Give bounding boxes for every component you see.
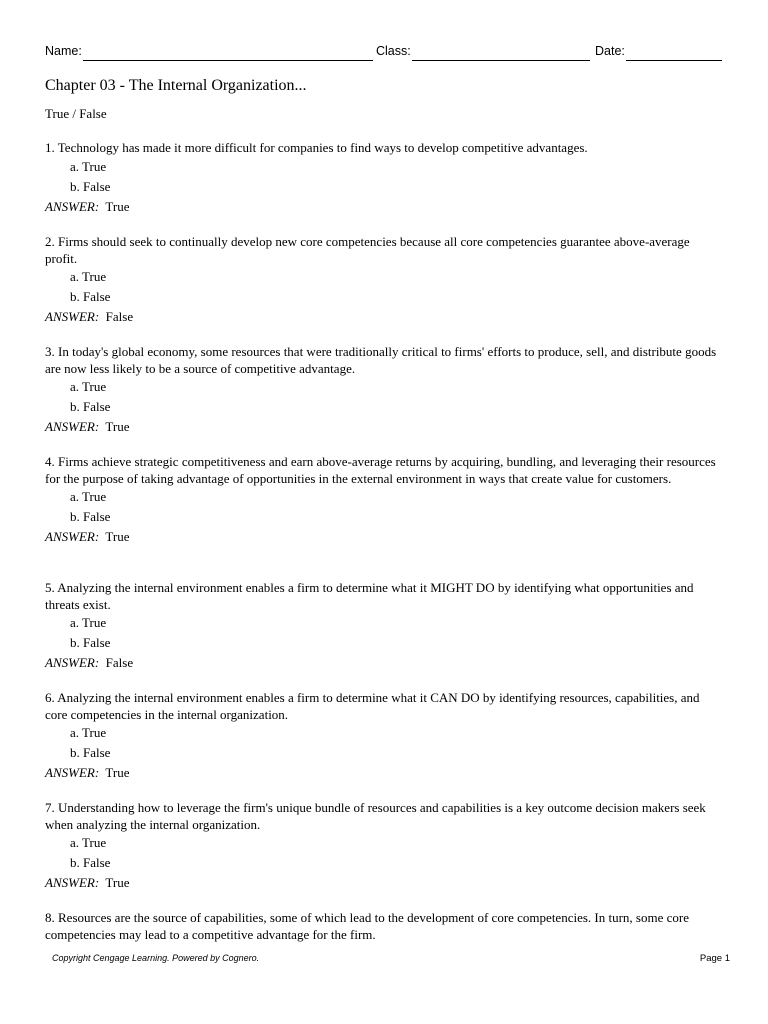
question-stem: 7. Understanding how to leverage the firm's unique bundle of resources and capabilities is a key outcome decision makers seek when analyzing the internal organization. (45, 800, 706, 832)
question-3 (45, 344, 725, 437)
answer-line (45, 307, 725, 327)
answer-label: ANSWER: (45, 198, 100, 214)
question-stem: 4. Firms achieve strategic competitiveness and earn above-average returns by acquiring, bundling, and leveraging their resources for the purpose of taking advantage of opportunities in the external environment in ways that create value for customers. (45, 454, 716, 486)
section-heading: True / False (45, 106, 107, 121)
page-title: Chapter 03 - The Internal Organization... (45, 77, 307, 94)
option-true: a. True (70, 379, 107, 394)
question-1 (45, 140, 725, 217)
question-6 (45, 690, 725, 783)
question-stem: 2. Firms should seek to continually develop new core competencies because all core competencies guarantee above-average profit. (45, 234, 690, 266)
page-number: Page 1 (699, 953, 730, 964)
option-false: b. False (70, 399, 111, 414)
answer-line (45, 653, 725, 673)
question-stem: 8. Resources are the source of capabilities, some of which lead to the development of core competencies. In turn, some core competencies may lead to a competitive advantage for the firm. (45, 910, 689, 942)
option-true: a. True (70, 269, 107, 284)
question-stem: 6. Analyzing the internal environment enables a firm to determine what it CAN DO by identifying resources, capabilities, and core competencies in the internal organization. (45, 690, 700, 722)
answer-label: ANSWER: (45, 765, 100, 780)
header-fields (45, 44, 725, 64)
answer-value: True (105, 529, 130, 544)
answer-line (45, 527, 725, 547)
answer-line (45, 197, 725, 217)
option-true: a. True (70, 725, 107, 740)
answer-label: ANSWER: (45, 529, 100, 544)
answer-line (45, 873, 725, 893)
answer-line (45, 417, 725, 437)
question-7 (45, 800, 725, 893)
question-5 (45, 580, 725, 673)
answer-value: True (105, 198, 130, 214)
option-false: b. False (70, 509, 111, 524)
question-2 (45, 234, 725, 327)
copyright-footer: Copyright Cengage Learning. Powered by Cognero. (52, 953, 260, 963)
answer-value: False (105, 655, 134, 670)
answer-value: True (105, 419, 130, 434)
answer-value: True (105, 765, 130, 780)
question-stem: 1. Technology has made it more difficult for companies to find ways to develop competitive advantages. (45, 140, 588, 155)
question-8 (45, 910, 725, 943)
option-false: b. False (70, 745, 111, 760)
option-true: a. True (70, 489, 107, 504)
date-blank (626, 60, 722, 61)
class-label: Class: (376, 44, 411, 58)
answer-label: ANSWER: (45, 655, 100, 670)
answer-label: ANSWER: (45, 309, 100, 324)
answer-line (45, 763, 725, 783)
option-false: b. False (70, 289, 111, 304)
option-false: b. False (70, 178, 111, 194)
class-blank (412, 60, 590, 61)
question-4 (45, 454, 725, 547)
answer-label: ANSWER: (45, 419, 100, 434)
answer-value: False (105, 309, 134, 324)
answer-value: True (105, 875, 130, 890)
question-stem: 3. In today's global economy, some resources that were traditionally critical to firms' efforts to produce, sell, and distribute goods are now less likely to be a source of competitive advantage. (45, 344, 717, 376)
option-true: a. True (70, 158, 107, 174)
answer-label: ANSWER: (45, 875, 100, 890)
date-label: Date: (595, 44, 625, 58)
name-blank (83, 60, 373, 61)
option-true: a. True (70, 835, 107, 850)
question-stem: 5. Analyzing the internal environment enables a firm to determine what it MIGHT DO by identifying what opportunities and threats exist. (45, 580, 694, 612)
option-false: b. False (70, 855, 111, 870)
name-label: Name: (45, 44, 82, 58)
option-false: b. False (70, 635, 111, 650)
option-true: a. True (70, 615, 107, 630)
